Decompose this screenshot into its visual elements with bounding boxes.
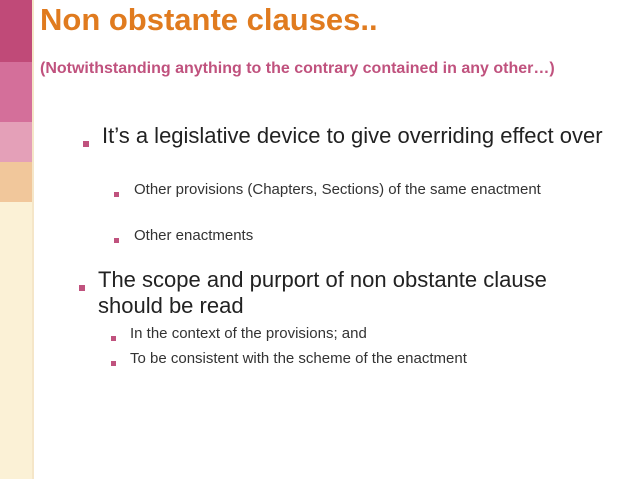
sub-bullet-1-1 [114, 181, 594, 205]
sub-bullet-text: In the context of the provisions; and [130, 325, 367, 342]
square-bullet-icon [111, 361, 116, 366]
sub-bullet-1-2 [114, 227, 594, 251]
sub-bullet-text: To be consistent with the scheme of the enactment [130, 350, 467, 367]
decorative-stripe [0, 0, 32, 479]
slide-title: Non obstante clauses.. [40, 2, 378, 37]
square-bullet-icon [114, 192, 119, 197]
bullet-point-1 [83, 123, 623, 159]
stripe-edge [32, 0, 34, 479]
stripe-segment [0, 62, 32, 122]
bullet-point-2 [79, 267, 599, 319]
sub-bullet-text: Other enactments [134, 227, 254, 244]
stripe-segment [0, 0, 32, 62]
stripe-segment [0, 122, 32, 162]
sub-bullet-2-1 [111, 325, 611, 349]
slide-subtitle: (Notwithstanding anything to the contrary contained in any other…) [40, 60, 555, 77]
square-bullet-icon [114, 238, 119, 243]
stripe-segment [0, 202, 32, 479]
bullet-point-text: It’s a legislative device to give overriding effect over [102, 123, 603, 148]
bullet-point-text: The scope and purport of non obstante clause should be read [98, 267, 547, 318]
sub-bullet-text: Other provisions (Chapters, Sections) of the same enactment [134, 181, 541, 198]
stripe-segment [0, 162, 32, 202]
square-bullet-icon [111, 336, 116, 341]
square-bullet-icon [83, 141, 89, 147]
sub-bullet-2-2 [111, 350, 621, 374]
square-bullet-icon [79, 285, 85, 291]
